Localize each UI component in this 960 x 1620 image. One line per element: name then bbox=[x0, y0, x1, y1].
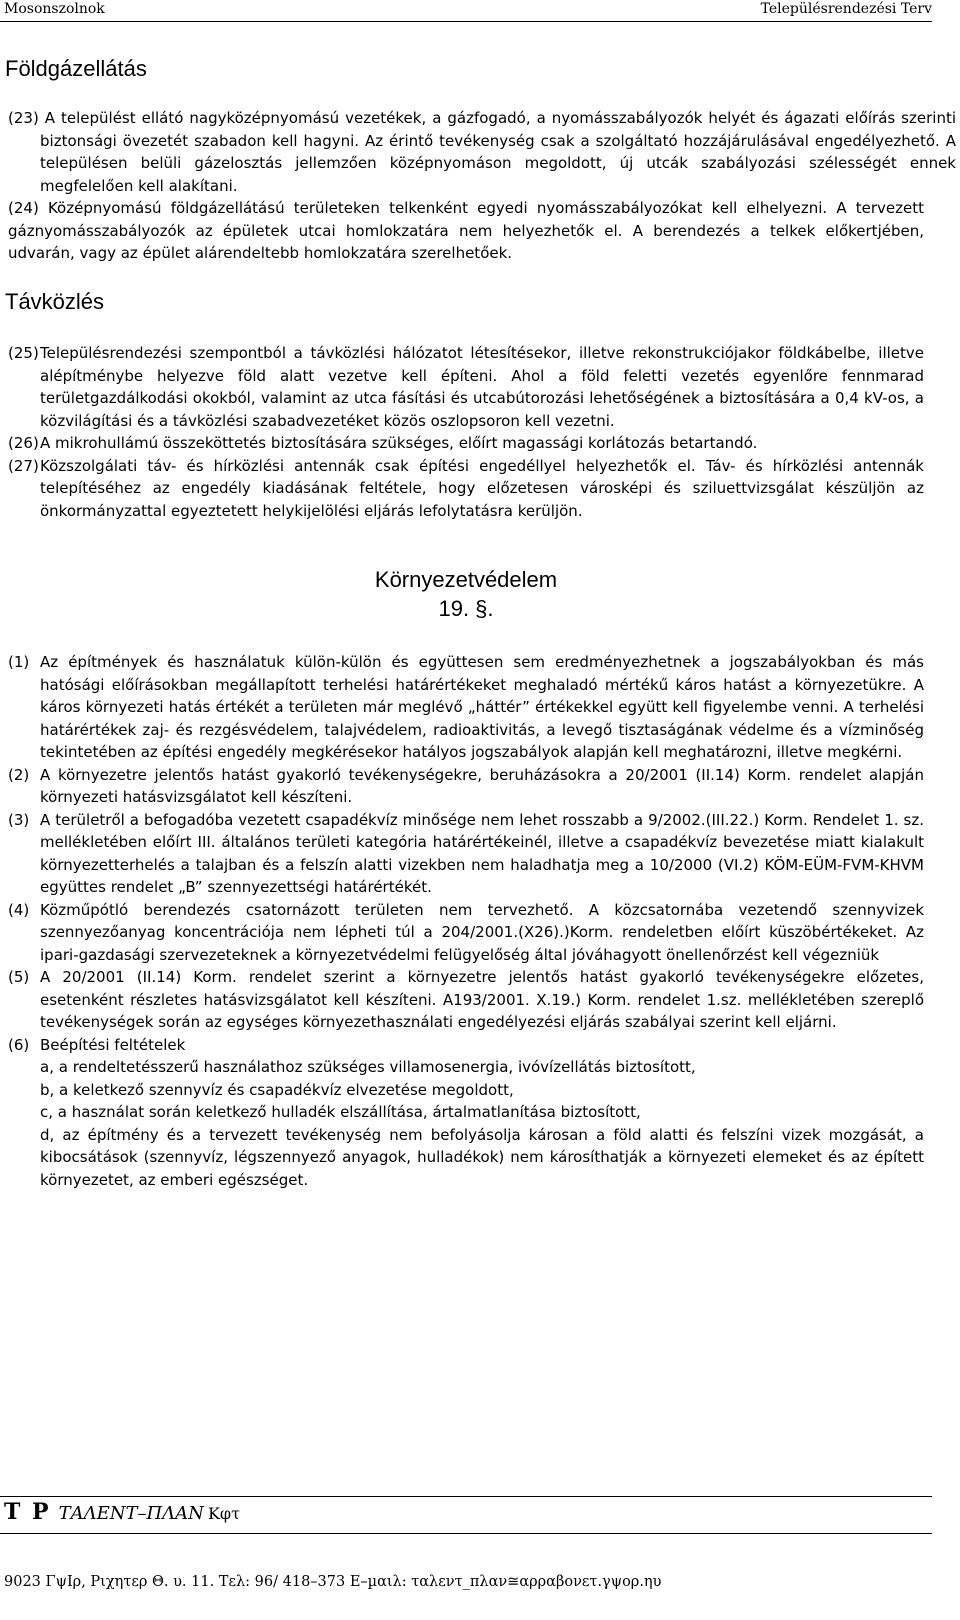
page-header bbox=[0, 0, 932, 18]
item-text: A területről a befogadóba vezetett csapadékvíz minősége nem lehet rosszabb a 9/2002.(III.22.) Korm. Rendelet 1. sz. mellékletében előírt III. általános területi kategória határértékeinél, illetve a csapadékvíz bevezetése miatt kialakult környezetterhelés a talajban és a felszín alatti vizekben nem haladhatja meg a 10/2000 (VI.2) KÖM-EÜM-FVM-KHVM együttes rendelet „B” szennyezettségi határértékét. bbox=[40, 810, 924, 896]
company-name: ΤΑΛΕΝΤ–ΠΛΑΝ bbox=[58, 1503, 204, 1524]
header-document-title: Településrendezési Terv bbox=[760, 1, 932, 17]
list-item bbox=[8, 966, 924, 1034]
list-item bbox=[8, 899, 924, 967]
sub-item-text: a, a rendeltetésszerű használathoz szükséges villamosenergia, ivóvízellátás biztosított, bbox=[40, 1058, 696, 1076]
sub-item-text: b, a keletkező szennyvíz és csapadékvíz elvezetése megoldott, bbox=[40, 1080, 514, 1099]
footer-address: 9023 ΓψΙρ, Ριχητερ Θ. υ. 11. Τελ: 96/ 418–373 Ε–µαιλ: ταλεντ_πλαν≅αρραβονετ.γψορ.ηυ bbox=[4, 1574, 662, 1590]
sub-item-d bbox=[8, 1124, 924, 1192]
item-number: (6) bbox=[8, 1035, 30, 1054]
list-item bbox=[8, 1034, 924, 1057]
sub-item-b bbox=[8, 1079, 924, 1102]
header-municipality: Mosonszolnok bbox=[4, 1, 105, 17]
heading-gas-supply: Földgázellátás bbox=[5, 56, 147, 81]
paragraph-24: (24) Középnyomású földgázellátású területeken telkenként egyedi nyomásszabályozókat kell elhelyezni. A tervezett gáznyomásszabályozók az épületek utcai homlokzatára nem helyezhetők el. A berendezés a telkek előkertjében, udvarán, vagy az épület alárendeltebb homlokzatára szerelhetőek. bbox=[8, 199, 924, 262]
list-item bbox=[8, 342, 924, 432]
company-logo: T P bbox=[4, 1499, 51, 1525]
footer-company bbox=[4, 1499, 240, 1529]
item-text: Közszolgálati táv- és hírközlési antennák csak építési engedéllyel helyezhetők el. Táv- és hírközlési antennák telepítéséhez az engedély kiadásának feltétele, hogy előzetesen városképi és sziluettvizsgálat készüljön az önkormányzattal egyeztetett helykijelölési eljárás lefolytatásra kerüljön. bbox=[40, 456, 924, 520]
sub-item-text: d, az építmény és a tervezett tevékenység nem befolyásolja károsan a föld alatti és felszíni vizek mozgását, a kibocsátások (szennyvíz, légszennyező anyagok, hulladékok) nem károsíthatják a környezeti elemeket és az épített környezetet, az emberi egészséget. bbox=[40, 1125, 924, 1189]
telecom-list bbox=[8, 342, 924, 522]
item-number: (1) bbox=[8, 653, 30, 671]
section-paragraph-number: 19. §. bbox=[438, 596, 494, 621]
item-text: Beépítési feltételek bbox=[40, 1035, 186, 1054]
item-text: Közműpótló berendezés csatornázott területen nem tervezhető. A közcsatornába vezetendő szennyvizek szennyezőanyag koncentrációja nem lépheti túl a 204/2001.(X26).)Korm. rendeletben előírt küszöbértékeket. Az ipari-gazdasági szervezeteknek a környezetvédelmi felügyelőség által jóváhagyott önellenőrzést kell végezniük bbox=[40, 900, 924, 964]
item-number: (5) bbox=[8, 968, 30, 986]
item-number: (2) bbox=[8, 765, 30, 784]
company-form: Κφτ bbox=[207, 1504, 240, 1523]
item-number: (26) bbox=[8, 434, 39, 452]
list-item bbox=[8, 764, 924, 809]
sub-item-a bbox=[8, 1056, 924, 1079]
list-item bbox=[8, 455, 924, 523]
section-title-environment: Környezetvédelem bbox=[374, 567, 558, 592]
heading-telecom: Távközlés bbox=[5, 289, 105, 314]
environment-list bbox=[8, 651, 924, 1191]
list-item bbox=[8, 809, 924, 899]
footer-rule-top bbox=[0, 1496, 932, 1497]
item-number: (25) bbox=[8, 344, 39, 362]
paragraph-23: (23) A települést ellátó nagyközépnyomású vezetékek, a gázfogadó, a nyomásszabályozók helyét és ágazati előírás szerinti biztonsági övezetét szabadon kell hagyni. Az érintő tevékenység csak a szolgáltató hozzájárulásával engedélyezhető. A településen belüli gázelosztás jellemzően középnyomáson megoldott, új utcák szabályozási szélességét ennek megfelelően kell alakítani. bbox=[8, 109, 956, 195]
item-text: Az építmények és használatuk külön-külön és együttesen sem eredményezhetnek a jogszabályokban és más hatósági előírásokban megállapított terhelési határértékeket meghaladó mértékű káros hatást a környezetükre. A káros környezeti hatás értékét a területen már meglévő „háttér” értékekkel együtt kell figyelembe venni. A terhelési határértékek zaj- és rezgésvédelem, talajvédelem, radioaktivitás, a levegő tisztaságának védelme és a vízminőség tekintetében az építési engedély megkérésekor hatályos jogszabályok alapján kell meghatározni, illetve megkérni. bbox=[40, 653, 924, 761]
sub-item-text: c, a használat során keletkező hulladék elszállítása, ártalmatlanítása biztosított, bbox=[40, 1103, 641, 1121]
list-item bbox=[8, 651, 924, 764]
item-number: (4) bbox=[8, 900, 30, 919]
item-number: (27) bbox=[8, 456, 39, 475]
item-text: A környezetre jelentős hatást gyakorló tevékenységekre, beruházásokra a 20/2001 (II.14) Korm. rendelet alapján környezeti hatásvizsgálatot kell készíteni. bbox=[40, 765, 924, 806]
header-rule bbox=[0, 21, 932, 22]
sub-item-c bbox=[8, 1101, 924, 1124]
item-text: A mikrohullámú összeköttetés biztosítására szükséges, előírt magassági korlátozás betartandó. bbox=[40, 434, 758, 452]
item-number: (3) bbox=[8, 810, 30, 829]
item-text: A 20/2001 (II.14) Korm. rendelet szerint a környezetre jelentős hatást gyakorló tevékenységekre előzetes, esetenként részletes hatásvizsgálatot kell készíteni. A193/2001. X.19.) Korm. rendelet 1.sz. mellékletében szereplő tevékenységek során az egységes környezethasználati engedélyezési eljárás szabályai szerint kell eljárni. bbox=[40, 968, 924, 1031]
list-item bbox=[8, 432, 924, 455]
footer-rule-bottom bbox=[0, 1533, 932, 1534]
item-text: Településrendezési szempontból a távközlési hálózatot létesítésekor, illetve rekonstrukciójakor földkábelbe, illetve alépítménybe helyezve föld alatt vezetve kell építeni. Ahol a föld feletti vezetés egyenlőre fennmarad területgazdálkodási okokból, valamint az utca fásítási és utcabútorozási lehetőségének a biztosítására a 0,4 kV-os, a közvilágítási és a távközlési szabadvezetéket közös oszlopsoron kell vezetni. bbox=[40, 344, 924, 430]
